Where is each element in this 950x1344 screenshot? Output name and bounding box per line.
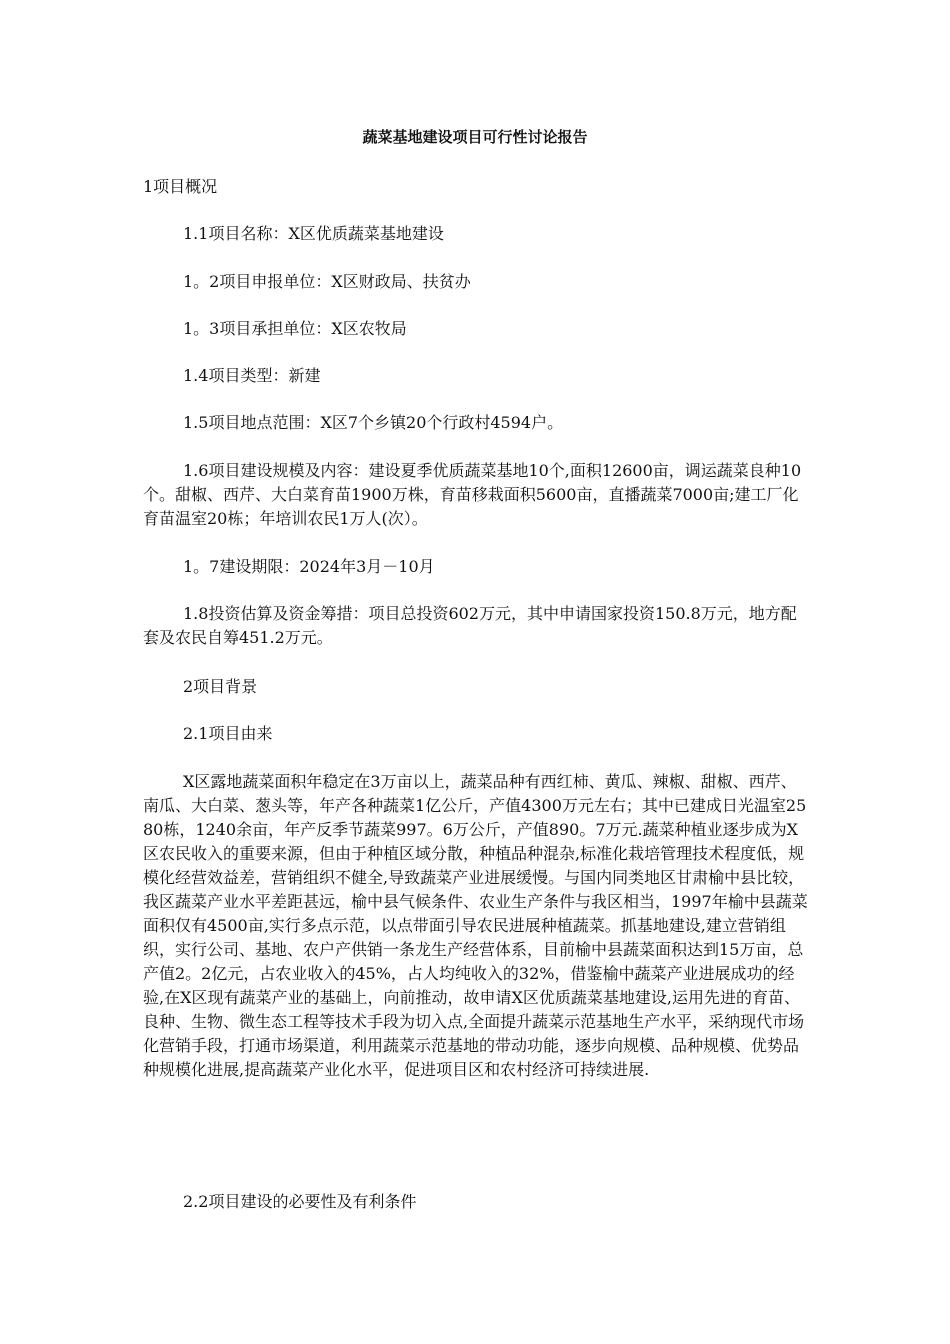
item-investment: 1.8投资估算及资金筹措：项目总投资602万元，其中申请国家投资150.8万元，地方配套及农民自筹451.2万元。 bbox=[143, 604, 797, 647]
subsection-origin: 2.1项目由来 bbox=[183, 724, 273, 743]
document-title: 蔬菜基地建设项目可行性讨论报告 bbox=[362, 128, 588, 146]
item-scale-content: 1.6项目建设规模及内容：建设夏季优质蔬菜基地10个,面积12600亩，调运蔬菜良种10个。甜椒、西芹、大白菜育苗1900万株，育苗移栽面积5600亩，直播蔬菜7000亩;建工厂化育苗温室20栋；年培训农民1万人(次）。 bbox=[143, 461, 802, 528]
subsection-necessity: 2.2项目建设的必要性及有利条件 bbox=[183, 1192, 417, 1211]
item-project-name: 1.1项目名称：X区优质蔬菜基地建设 bbox=[183, 224, 444, 243]
section-heading-2: 2项目背景 bbox=[183, 677, 258, 696]
item-project-type: 1.4项目类型：新建 bbox=[183, 366, 321, 385]
item-period: 1。7建设期限：2024年3月－10月 bbox=[183, 557, 435, 576]
section-heading-1: 1项目概况 bbox=[143, 177, 218, 196]
paragraph-origin-body: X区露地蔬菜面积年稳定在3万亩以上，蔬菜品种有西红柿、黄瓜、辣椒、甜椒、西芹、南瓜、大白菜、葱头等，年产各种蔬菜1亿公斤，产值4300万元左右；其中已建成日光温室2580栋，1240余亩，年产反季节蔬菜997。6万公斤，产值890。7万元.蔬菜种植业逐步成为X区农民收入的重要来源，但由于种植区域分散，种植品种混杂,标准化栽培管理技术程度低，规模化经营效益差，营销组织不健全,导致蔬菜产业进展缓慢。与国内同类地区甘肃榆中县比较，我区蔬菜产业水平差距甚远，榆中县气候条件、农业生产条件与我区相当，1997年榆中县蔬菜面积仅有4500亩,实行多点示范，以点带面引导农民进展种植蔬菜。抓基地建设,建立营销组织，实行公司、基地、农户产供销一条龙生产经营体系，目前榆中县蔬菜面积达到15万亩，总产值2。2亿元，占农业收入的45%，占人均纯收入的32%，借鉴榆中蔬菜产业进展成功的经验,在X区现有蔬菜产业的基础上，向前推动，故申请X区优质蔬菜基地建设,运用先进的育苗、良种、生物、微生态工程等技术手段为切入点,全面提升蔬菜示范基地生产水平，采纳现代市场化营销手段，打通市场渠道，利用蔬菜示范基地的带动功能，逐步向规模、品种规模、优势品种规模化进展,提高蔬菜产业化水平，促进项目区和农村经济可持续进展. bbox=[143, 772, 808, 1079]
item-undertaker: 1。3项目承担单位：X区农牧局 bbox=[183, 319, 407, 338]
item-location: 1.5项目地点范围：X区7个乡镇20个行政村4594户。 bbox=[183, 413, 564, 432]
item-applicant: 1。2项目申报单位：X区财政局、扶贫办 bbox=[183, 272, 471, 291]
